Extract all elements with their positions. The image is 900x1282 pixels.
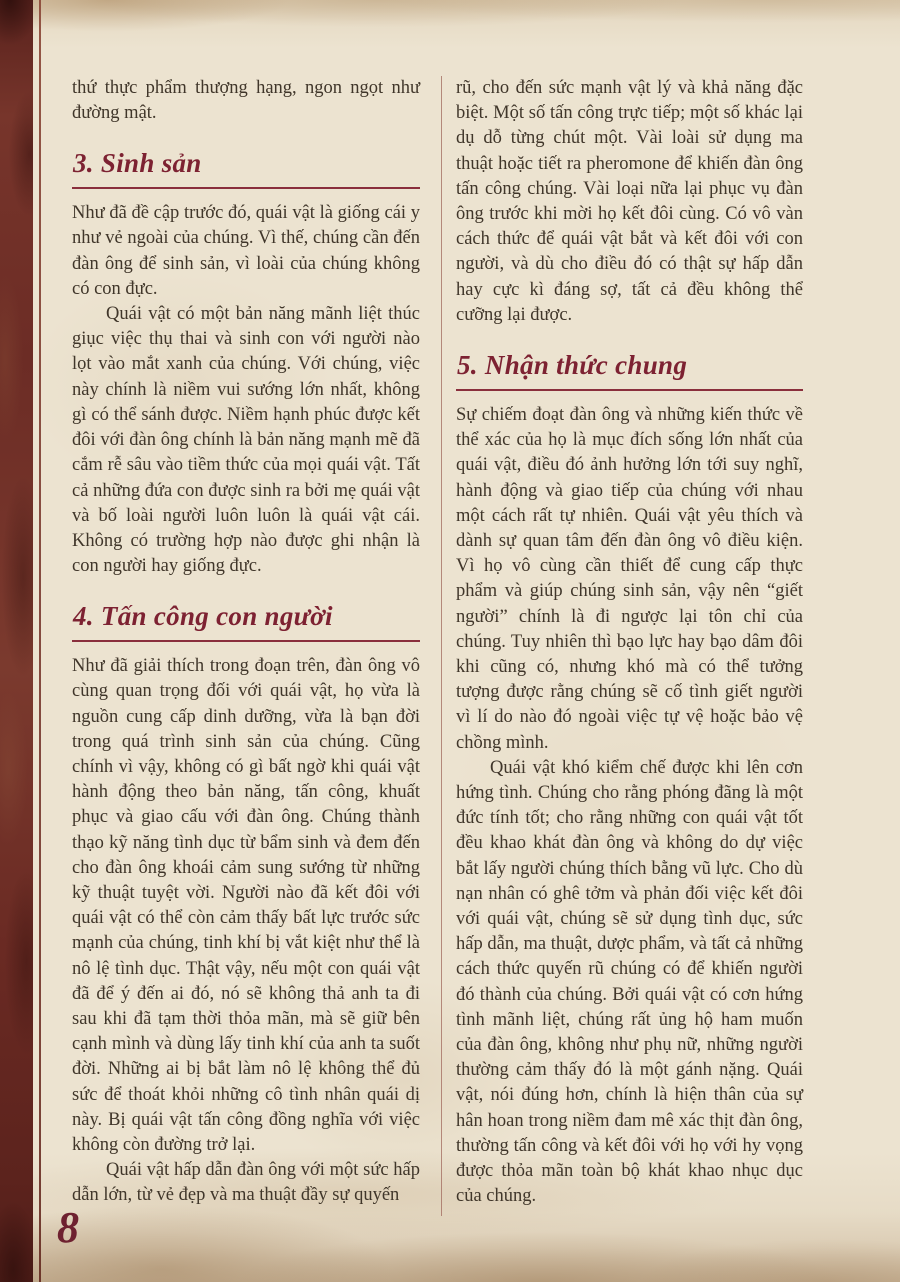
section-heading-perception: 5. Nhận thức chung <box>456 350 803 391</box>
column-divider <box>441 76 442 1216</box>
section-heading-attack: 4. Tấn công con người <box>72 601 420 642</box>
paragraph-reproduction-1: Như đã đề cập trước đó, quái vật là giống cái y như vẻ ngoài của chúng. Vì thế, chúng cần đến đàn ông để sinh sản, vì loài của chúng không có con đực. <box>72 203 420 299</box>
paragraph-attack-continued: rũ, cho đến sức mạnh vật lý và khả năng đặc biệt. Một số tấn công trực tiếp; một số khác lại dụ dỗ từng chút một. Vài loài sử dụng ma thuật hoặc tiết ra pheromone để khiến đàn ông tấn công chúng. Vài loại nữa lại phục vụ đàn ông trước khi mời họ kết đôi cùng. Có vô vàn cách thức để quái vật bắt và kết đôi với con người, và dù cho điều đó có thật sự hấp dẫn hay cực kì đáng sợ, tất cả đều không thể cưỡng lại được. <box>456 78 803 325</box>
section-heading-reproduction: 3. Sinh sản <box>72 148 420 189</box>
paragraph-perception-2: Quái vật khó kiểm chế được khi lên cơn hứng tình. Chúng cho rằng phóng đãng là một đức tính tốt; cho rằng những con quái vật tốt đều khao khát đàn ông và không do dự việc bắt lấy người chúng thích bằng vũ lực. Cho dù nạn nhân có ghê tởm và phản đối việc kết đôi với quái vật, chúng sẽ sử dụng tình dục, sức hấp dẫn, ma thuật, dược phẩm, và tất cả những cách thức quyến rũ chúng có để khiến người đó thành của chúng. Bởi quái vật có cơn hứng tình mãnh liệt, chúng rất ủng hộ ham muốn của đàn ông, không như phụ nữ, những người thường cảm thấy đó là một gánh nặng. Quái vật, nói đúng hơn, chính là hiện thân của sự hân hoan trong niềm đam mê xác thịt đàn ông, thường tấn công và kết đôi với họ với hy vọng được thỏa mãn toàn bộ khát khao nhục dục của chúng. <box>456 757 803 1207</box>
carryover-paragraph: thứ thực phẩm thượng hạng, ngon ngọt như đường mật. <box>72 78 420 124</box>
left-column <box>72 76 420 1209</box>
paragraph-reproduction-2: Quái vật có một bản năng mãnh liệt thúc giục việc thụ thai và sinh con với người nào lọt vào mắt xanh của chúng. Với chúng, việc này chính là niềm vui sướng lớn nhất, không gì có thể sánh được. Niềm hạnh phúc được kết đôi với đàn ông chính là bản năng mạnh mẽ đã cắm rễ sâu vào tiềm thức của mọi quái vật. Tất cả những đứa con được sinh ra bởi mẹ quái vật và bố loài người luôn luôn là quái vật cái. Không có trường hợp nào được ghi nhận là con người hay giống đực. <box>72 304 420 577</box>
page-number: 8 <box>57 1203 79 1252</box>
paragraph-attack-2: Quái vật hấp dẫn đàn ông với một sức hấp dẫn lớn, từ vẻ đẹp và ma thuật đầy sự quyến <box>72 1160 420 1206</box>
right-column <box>456 76 803 1209</box>
paragraph-attack-1: Như đã giải thích trong đoạn trên, đàn ông vô cùng quan trọng đối với quái vật, họ vừa là nguồn cung cấp dinh dưỡng, vừa là bạn đời trong quá trình sinh sản của chúng. Cũng chính vì vậy, không có gì bất ngờ khi quái vật hành động theo bản năng, tấn công, khuất phục và giao cấu với đàn ông. Chúng thành thạo kỹ năng tình dục từ bẩm sinh và đem đến cho đàn ông khoái cảm sung sướng từ những kỹ thuật tuyệt vời. Người nào đã kết đôi với quái vật có thể còn cảm thấy bất lực trước sức mạnh của chúng, tinh khí bị vắt kiệt như thể là nô lệ tình dục. Thật vậy, nếu một con quái vật đã để ý đến ai đó, nó sẽ không thả anh ta đi sau khi đã tạm thời thỏa mãn, mà sẽ giữ bên cạnh mình và dùng lấy tinh khí của anh ta suốt đời. Những ai bị bắt làm nô lệ không thể đủ sức để thoát khỏi những cô tình nhân quái dị này. Bị quái vật tấn công đồng nghĩa với việc không còn đường trở lại. <box>72 656 420 1156</box>
left-border-rule <box>39 0 41 1282</box>
left-border-decoration <box>0 0 33 1282</box>
paragraph-perception-1: Sự chiếm đoạt đàn ông và những kiến thức về thể xác của họ là mục đích sống lớn nhất của quái vật, điều đó ảnh hưởng lớn tới suy nghĩ, hành động và giao tiếp của chúng với nhau một cách rất tự nhiên. Quái vật yêu thích và dành sự quan tâm đến đàn ông vô điều kiện. Vì họ vô cùng cần thiết để cung cấp thực phẩm và giúp chúng sinh sản, vậy nên “giết người” chính là đi ngược lại tôn chỉ của chúng. Tuy nhiên thì bạo lực hay bạo dâm đôi khi cũng có, nhưng khó mà có thể tưởng tượng được rằng chúng sẽ cố tình giết người vì lí do nào đó ngoài việc tự vệ hoặc bảo vệ chồng mình. <box>456 404 803 753</box>
